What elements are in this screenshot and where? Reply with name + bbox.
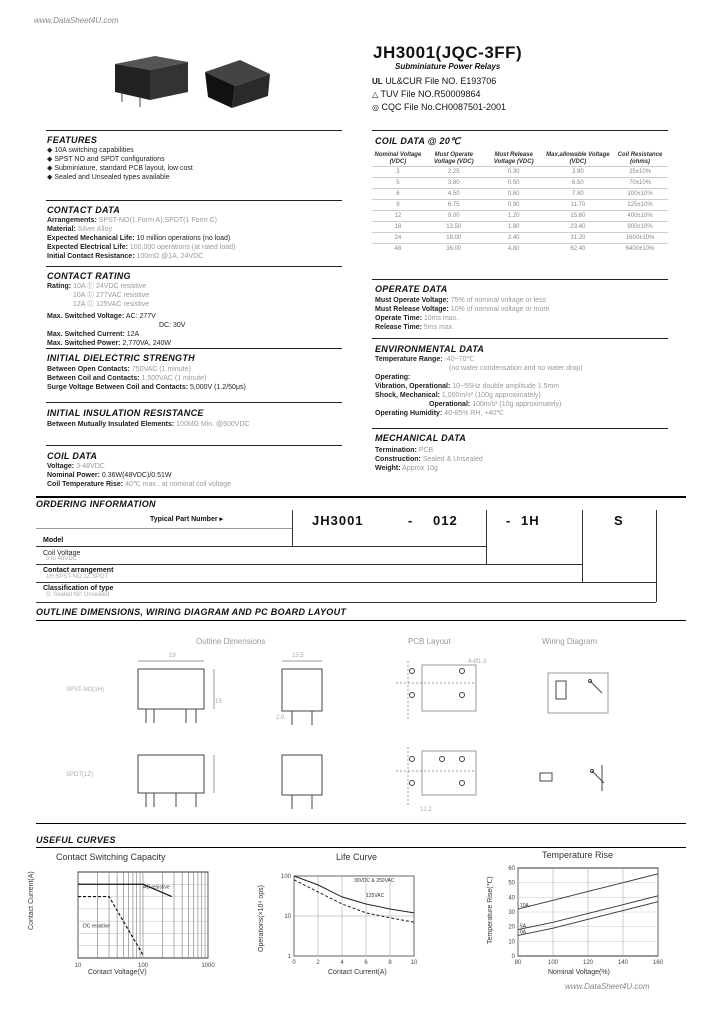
dim-pitch: 12.2	[420, 807, 432, 813]
y-tick-label: 40	[508, 895, 515, 902]
dim-width: 19	[169, 653, 176, 659]
table-row	[372, 211, 668, 222]
annotation: 125VAC	[366, 892, 385, 899]
x-tick-label: 80	[514, 960, 522, 966]
y-tick-label: 20	[508, 924, 515, 931]
watermark: www.DataSheet4U.com	[565, 982, 650, 991]
table-row	[372, 189, 668, 200]
y-tick-label: 1	[287, 954, 291, 960]
environmental-list	[375, 355, 582, 418]
chart-xlabel: Contact Current(A)	[328, 969, 387, 976]
table-cell: 3	[372, 167, 424, 178]
table-cell: 13.50	[424, 222, 484, 233]
table-cell: 6400±10%	[612, 244, 668, 255]
watermark: www.DataSheet4U.com	[34, 16, 119, 25]
table-cell: 9.00	[424, 211, 484, 222]
contact-rating-heading: CONTACT RATING	[47, 271, 131, 281]
table-row	[372, 244, 668, 255]
coil-symbol	[556, 681, 566, 699]
outline-row-label: SPST-NO(1H)	[66, 687, 105, 693]
order-row-label: Model	[43, 537, 64, 544]
spec-row: Temperature Range: -40~70℃	[375, 356, 475, 363]
y-tick-label: 60	[508, 866, 515, 872]
outline-row-label: SPDT(1Z)	[66, 772, 93, 778]
outline-heading: OUTLINE DIMENSIONS, WIRING DIAGRAM AND PC BOARD LAYOUT	[36, 607, 347, 617]
chart-ylabel: Contact Current(A)	[28, 871, 35, 930]
table-cell: 2.25	[424, 167, 484, 178]
order-row-sub: 1H:SPST-NO 1Z:SPDT	[46, 574, 109, 580]
switching-capacity-chart	[58, 866, 218, 972]
annotation: DC resistive	[83, 923, 111, 930]
order-row-label: Classification of type	[43, 585, 114, 592]
outline-panel	[36, 621, 686, 824]
spec-row: Voltage: 3-48VDC	[47, 463, 105, 470]
table-cell: 23.40	[544, 222, 612, 233]
chart-xlabel: Contact Voltage(V)	[88, 969, 147, 976]
y-tick-label: 30	[508, 910, 515, 916]
spec-row: Between Mutually Insulated Elements: 100MΩ Min. @500VDC	[47, 421, 250, 428]
spec-row: Max. Switched Current: 12A	[47, 331, 140, 338]
x-tick-label: 100	[547, 960, 559, 966]
series-label: 10A	[520, 903, 529, 910]
table-cell: 62.40	[544, 244, 612, 255]
operate-heading: OPERATE DATA	[375, 284, 448, 294]
chart-title: Life Curve	[336, 852, 378, 862]
spec-row: DC: 30V	[159, 322, 186, 329]
table-cell: 7.80	[544, 189, 612, 200]
dim-depth: 15.5	[292, 653, 304, 659]
spec-row: Between Open Contacts: 750VAC (1 minute)	[47, 366, 191, 373]
feature-item: ◆ SPST NO and SPDT configurations	[47, 156, 165, 163]
part-arrangement: 1H	[521, 513, 540, 528]
table-cell: 11.70	[544, 200, 612, 211]
column-header: Must Operate Voltage (VDC)	[433, 152, 474, 165]
table-row	[372, 222, 668, 233]
spec-row: Termination: PCB	[375, 447, 434, 454]
table-cell: 900±10%	[612, 222, 668, 233]
table-cell: 18	[372, 222, 424, 233]
chart-ylabel: Operations(×10⁴ ops)	[258, 884, 265, 952]
table-cell: 15.60	[544, 211, 612, 222]
spec-row: Weight: Approx 10g	[375, 465, 438, 472]
dielectric-heading: INITIAL DIELECTRIC STRENGTH	[47, 353, 195, 363]
table-cell: 24	[372, 233, 424, 244]
x-tick-label: 120	[582, 960, 594, 966]
table-row	[372, 200, 668, 211]
dielectric-list	[47, 365, 246, 392]
table-cell: 6.75	[424, 200, 484, 211]
table-header-row	[372, 152, 668, 167]
table-cell: 6	[372, 189, 424, 200]
outline-drawings	[36, 621, 686, 821]
table-cell: 225±10%	[612, 200, 668, 211]
table-cell: 18.00	[424, 233, 484, 244]
spec-row: Operational: 100m/s² (10g approximately)	[429, 401, 562, 408]
column-header: Nominal Voltage (VDC)	[374, 152, 422, 165]
table-cell: 1.80	[484, 222, 544, 233]
relay-side-view	[282, 669, 322, 711]
table-row	[372, 233, 668, 244]
dim-pin-spacing: 2.0	[276, 715, 285, 721]
curves-heading: USEFUL CURVES	[36, 835, 116, 845]
contact-rating-list	[47, 282, 185, 348]
series-label: 0A	[520, 929, 527, 936]
spec-row: Initial Contact Resistance: 100mΩ @1A, 24VDC	[47, 253, 204, 260]
spec-row: Coil Temperature Rise: 40℃ max., at nominal coil voltage	[47, 481, 231, 488]
spec-row: Material: Silver Alloy	[47, 226, 112, 233]
table-cell: 12	[372, 211, 424, 222]
part-type: S	[614, 513, 624, 528]
relay-product-image	[100, 42, 280, 112]
column-header: Coil Resistance (ohms)	[617, 152, 663, 165]
mechanical-list	[375, 446, 483, 473]
part-sep: -	[506, 513, 512, 528]
x-tick-label: 2	[316, 960, 320, 966]
y-tick-label: 0	[511, 954, 515, 960]
ordering-table	[36, 510, 656, 605]
table-cell: 1.20	[484, 211, 544, 222]
cert-line: CQC File No.CH0087501-2001	[381, 102, 507, 112]
chart-title: Contact Switching Capacity	[56, 852, 166, 862]
spec-row: Expected Mechanical Life: 10 million operations (no load)	[47, 235, 231, 242]
table-cell: 3.90	[544, 167, 612, 178]
table-cell: 4.50	[424, 189, 484, 200]
x-tick-label: 10	[410, 960, 418, 966]
table-cell: 0.50	[484, 178, 544, 189]
chart-xlabel: Nominal Voltage(%)	[548, 969, 610, 976]
chart-ylabel: Temperature Rise(℃)	[487, 876, 494, 944]
features-heading: FEATURES	[47, 135, 98, 145]
coil-data-list	[47, 462, 231, 489]
order-row-sub: 3 to 48VDC	[46, 556, 78, 562]
spec-row: 12A Ⓤ 125VAC resistive	[73, 301, 150, 308]
table-cell: 6.50	[544, 178, 612, 189]
ul-icon: UL	[372, 77, 383, 86]
order-row-sub: S: Sealed Nil: Unsealed	[46, 592, 110, 598]
x-tick-label: 6	[364, 960, 368, 966]
page-title: JH3001(JQC-3FF)	[373, 43, 523, 62]
feature-item: ◆ 10A switching capabilities	[47, 147, 134, 154]
table-cell: 70±10%	[612, 178, 668, 189]
y-tick-label: 10	[284, 914, 291, 920]
ordering-heading: ORDERING INFORMATION	[36, 499, 156, 509]
series-label: 5A	[520, 923, 527, 930]
table-cell: 4.80	[484, 244, 544, 255]
relay-front-view	[138, 669, 204, 709]
x-tick-label: 10	[74, 963, 82, 969]
insulation-list	[47, 420, 250, 429]
spec-row: Operate Time: 10ms max.	[375, 315, 459, 322]
cert-line: UL&CUR File NO. E193706	[385, 76, 497, 86]
order-row-label: Coil Voltage	[43, 550, 81, 557]
outline-col-title: Outline Dimensions	[196, 637, 266, 646]
spec-row: Operating:	[375, 374, 411, 381]
table-cell: 2.40	[484, 233, 544, 244]
x-tick-label: 1000	[201, 963, 215, 969]
outline-col-title: PCB Layout	[408, 637, 451, 646]
part-voltage: 012	[433, 513, 458, 528]
spec-row: Vibration, Operational: 10~55Hz double amplitude 1.5mm	[375, 383, 560, 390]
part-model: JH3001	[312, 513, 364, 528]
dim-height: 15	[215, 699, 222, 705]
part-sep: -	[408, 513, 414, 528]
table-cell: 25±10%	[612, 167, 668, 178]
table-row	[372, 167, 668, 178]
spec-row: Must Operate Voltage: 75% of nominal voltage or less	[375, 297, 547, 304]
spec-row: Arrangements: SPST-NO(1 Form A),SPDT(1 Form C)	[47, 217, 217, 224]
column-header: Max.allowable Voltage (VDC)	[546, 152, 610, 165]
insulation-heading: INITIAL INSULATION RESISTANCE	[47, 408, 204, 418]
spec-row: Nominal Power: 0.36W(48VDC)/0.51W	[47, 472, 172, 479]
annotation: AC resistive	[143, 884, 170, 891]
table-cell: 31.20	[544, 233, 612, 244]
mechanical-heading: MECHANICAL DATA	[375, 433, 466, 443]
tuv-icon: △	[372, 90, 379, 99]
x-tick-label: 100	[137, 963, 149, 969]
spec-row: Between Coil and Contacts: 1,500VAC (1 minute)	[47, 375, 207, 382]
spec-row: Operating Humidity: 40-85% RH, +40℃	[375, 410, 505, 417]
coil-data-table	[372, 152, 668, 254]
spec-row: Must Release Voltage: 10% of nominal voltage or more	[375, 306, 550, 313]
table-cell: 5	[372, 178, 424, 189]
table-cell: 3.80	[424, 178, 484, 189]
table-cell: 1600±10%	[612, 233, 668, 244]
cert-line: TUV File NO.R50009864	[380, 89, 481, 99]
table-cell: 400±10%	[612, 211, 668, 222]
spec-row: Max. Switched Voltage: AC: 277V	[47, 313, 156, 320]
y-tick-label: 100	[280, 874, 291, 880]
features-list	[47, 146, 193, 182]
table-cell: 100±10%	[612, 189, 668, 200]
chart-title: Temperature Rise	[542, 850, 614, 860]
table-cell: 36.00	[424, 244, 484, 255]
outline-col-title: Wiring Diagram	[542, 637, 598, 646]
typical-part-label: Typical Part Number ▸	[150, 516, 224, 523]
spec-row: Rating: 10A Ⓤ 24VDC resistive	[47, 283, 147, 290]
spec-row: (no water condensation and no water drop)	[449, 365, 583, 372]
certifications	[372, 75, 506, 114]
contact-data-list	[47, 216, 235, 261]
spec-row: Construction: Sealed & Unsealed	[375, 456, 483, 463]
spec-row: Surge Voltage Between Coil and Contacts: 5,000V (1.2/50μs)	[47, 384, 246, 391]
y-tick-label: 10	[508, 939, 515, 946]
spec-row: Release Time: 5ms max.	[375, 324, 455, 331]
feature-item: ◆ Subminiature, standard PCB layout, low cost	[47, 165, 193, 172]
page-subtitle: Subminiature Power Relays	[395, 62, 501, 71]
temperature-rise-chart	[498, 862, 670, 972]
order-row-label: Contact arrangement	[43, 567, 114, 574]
cqc-icon: ◎	[372, 103, 379, 112]
table-cell: 0.30	[484, 167, 544, 178]
column-header: Must Release Voltage (VDC)	[493, 152, 534, 165]
x-tick-label: 160	[652, 960, 664, 966]
table-row	[372, 178, 668, 189]
table-cell: 0.60	[484, 189, 544, 200]
x-tick-label: 8	[388, 960, 392, 966]
contact-data-heading: CONTACT DATA	[47, 205, 121, 215]
spec-row: Expected Electrical Life: 100,000 operations (at rated load)	[47, 244, 236, 251]
environmental-heading: ENVIRONMENTAL DATA	[375, 344, 485, 354]
coil-table-heading: COIL DATA @ 20℃	[375, 136, 461, 146]
spec-row: Max. Switched Power: 2,770VA, 240W	[47, 340, 171, 347]
x-tick-label: 140	[617, 960, 629, 966]
annotation: 30VDC & 250VAC	[354, 878, 395, 885]
table-cell: 0.90	[484, 200, 544, 211]
spec-row: Shock, Mechanical: 1,000m/s² (100g approximately)	[375, 392, 541, 399]
spec-row: 10A Ⓤ 277VAC resistive	[73, 292, 150, 299]
x-tick-label: 4	[340, 960, 344, 966]
coil-data-heading: COIL DATA	[47, 451, 98, 461]
dim-hole: 4-Ø1.3	[468, 659, 487, 665]
y-tick-label: 50	[508, 880, 515, 887]
life-curve-chart	[274, 866, 424, 972]
table-cell: 9	[372, 200, 424, 211]
x-tick-label: 0	[292, 960, 296, 966]
operate-list	[375, 296, 550, 332]
feature-item: ◆ Sealed and Unsealed types available	[47, 174, 170, 181]
table-cell: 48	[372, 244, 424, 255]
